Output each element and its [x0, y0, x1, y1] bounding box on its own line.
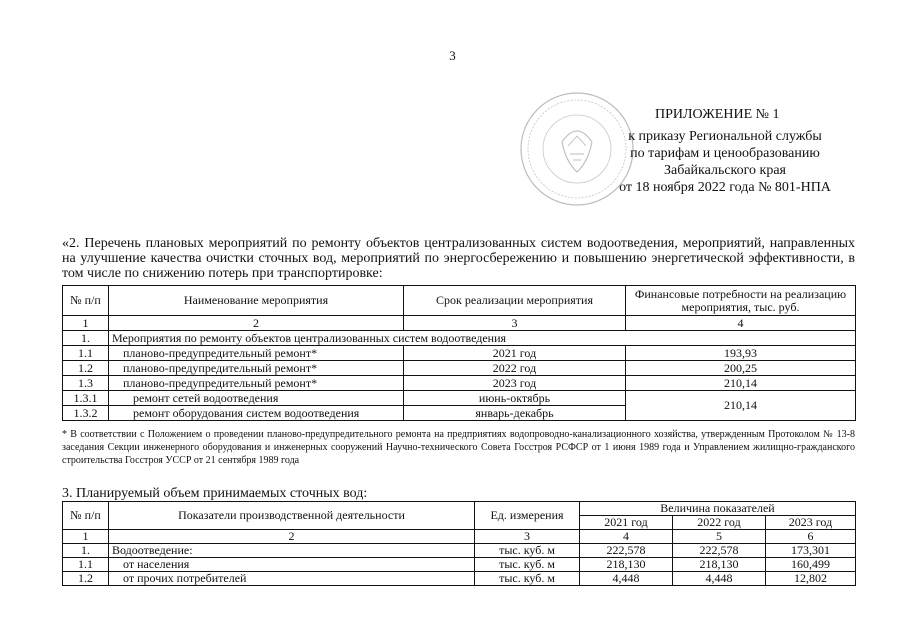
header-financial-needs: Финансовые потребности на реализацию мероприятия, тыс. руб.: [626, 286, 856, 316]
col-number: 5: [673, 530, 766, 544]
page-number: 3: [449, 48, 456, 63]
header-num: № п/п: [63, 502, 109, 530]
row-term: 2023 год: [404, 376, 626, 391]
row-unit: тыс. куб. м: [475, 558, 580, 572]
appendix-line: по тарифам и ценообразованию: [630, 146, 820, 161]
row-cost: 200,25: [626, 361, 856, 376]
table-row: [63, 558, 856, 572]
appendix-line: от 18 ноября 2022 года № 801-НПА: [619, 180, 831, 195]
row-measure: ремонт сетей водоотведения: [109, 391, 404, 406]
header-measure-name: Наименование мероприятия: [109, 286, 404, 316]
row-value-2021: 4,448: [580, 572, 673, 586]
group-row-num: 1.: [63, 331, 109, 346]
row-indicator: от прочих потребителей: [109, 572, 475, 586]
row-value-2023: 12,802: [766, 572, 856, 586]
row-num: 1.: [63, 544, 109, 558]
row-term: июнь-октябрь: [404, 391, 626, 406]
table-row: [63, 391, 856, 406]
header-num: № п/п: [63, 286, 109, 316]
table-row: [63, 376, 856, 391]
wastewater-volume-table: [62, 501, 856, 586]
header-year: 2022 год: [673, 516, 766, 530]
section-2-heading: «2. Перечень плановых мероприятий по ремонту объектов централизованных систем водоотведения, мероприятий, направленных на улучшение качества очистки сточных вод, мероприятий по энергосбережению и повышению энергетической эффективности, в том числе по снижению потерь при транспортировке:: [62, 236, 855, 281]
col-number: 3: [404, 316, 626, 331]
appendix-line: к приказу Региональной службы: [628, 129, 822, 144]
row-value-2021: 222,578: [580, 544, 673, 558]
row-value-2023: 173,301: [766, 544, 856, 558]
col-number: 6: [766, 530, 856, 544]
row-term: январь-декабрь: [404, 406, 626, 421]
appendix-title: ПРИЛОЖЕНИЕ № 1: [655, 107, 780, 122]
row-term: 2022 год: [404, 361, 626, 376]
row-unit: тыс. куб. м: [475, 572, 580, 586]
row-cost: 193,93: [626, 346, 856, 361]
header-year: 2023 год: [766, 516, 856, 530]
row-value-2022: 218,130: [673, 558, 766, 572]
header-term: Срок реализации мероприятия: [404, 286, 626, 316]
table-row: [63, 361, 856, 376]
row-measure: ремонт оборудования систем водоотведения: [109, 406, 404, 421]
header-unit: Ед. измерения: [475, 502, 580, 530]
row-term: 2021 год: [404, 346, 626, 361]
col-number: 1: [63, 316, 109, 331]
row-num: 1.1: [63, 346, 109, 361]
row-value-2021: 218,130: [580, 558, 673, 572]
row-measure: планово-предупредительный ремонт*: [109, 376, 404, 391]
row-unit: тыс. куб. м: [475, 544, 580, 558]
col-number: 1: [63, 530, 109, 544]
row-indicator: от населения: [109, 558, 475, 572]
header-indicator: Показатели производственной деятельности: [109, 502, 475, 530]
row-cost: 210,14: [626, 376, 856, 391]
table-row: [63, 346, 856, 361]
row-value-2023: 160,499: [766, 558, 856, 572]
row-value-2022: 4,448: [673, 572, 766, 586]
row-num: 1.2: [63, 572, 109, 586]
table-row: [63, 544, 856, 558]
row-indicator: Водоотведение:: [109, 544, 475, 558]
repair-measures-table: [62, 285, 856, 421]
row-measure: планово-предупредительный ремонт*: [109, 346, 404, 361]
header-year: 2021 год: [580, 516, 673, 530]
row-num: 1.3.1: [63, 391, 109, 406]
section-3-heading: 3. Планируемый объем принимаемых сточных вод:: [62, 486, 368, 501]
group-row-title: Мероприятия по ремонту объектов централизованных систем водоотведения: [109, 331, 856, 346]
col-number: 4: [626, 316, 856, 331]
row-num: 1.3: [63, 376, 109, 391]
row-cost-merged: 210,14: [626, 391, 856, 421]
col-number: 4: [580, 530, 673, 544]
appendix-order-reference: [560, 128, 890, 196]
appendix-line: Забайкальского края: [663, 163, 786, 178]
col-number: 3: [475, 530, 580, 544]
header-values: Величина показателей: [580, 502, 856, 516]
row-num: 1.2: [63, 361, 109, 376]
row-num: 1.1: [63, 558, 109, 572]
footnote: * В соответствии с Положением о проведении планово-предупредительного ремонта на предприятиях водопроводно-канализационного хозяйства, утвержденным Протоколом № 13-8 заседания Секции инженерного оборудования и инженерных сооружений Научно-технического Совета Госстроя РСФСР от 1 июня 1989 года и Управлением жилищно-гражданского строительства Госстроя УССР от 21 сентября 1989 года: [62, 429, 855, 466]
row-measure: планово-предупредительный ремонт*: [109, 361, 404, 376]
table-row: [63, 572, 856, 586]
row-value-2022: 222,578: [673, 544, 766, 558]
row-num: 1.3.2: [63, 406, 109, 421]
col-number: 2: [109, 530, 475, 544]
col-number: 2: [109, 316, 404, 331]
